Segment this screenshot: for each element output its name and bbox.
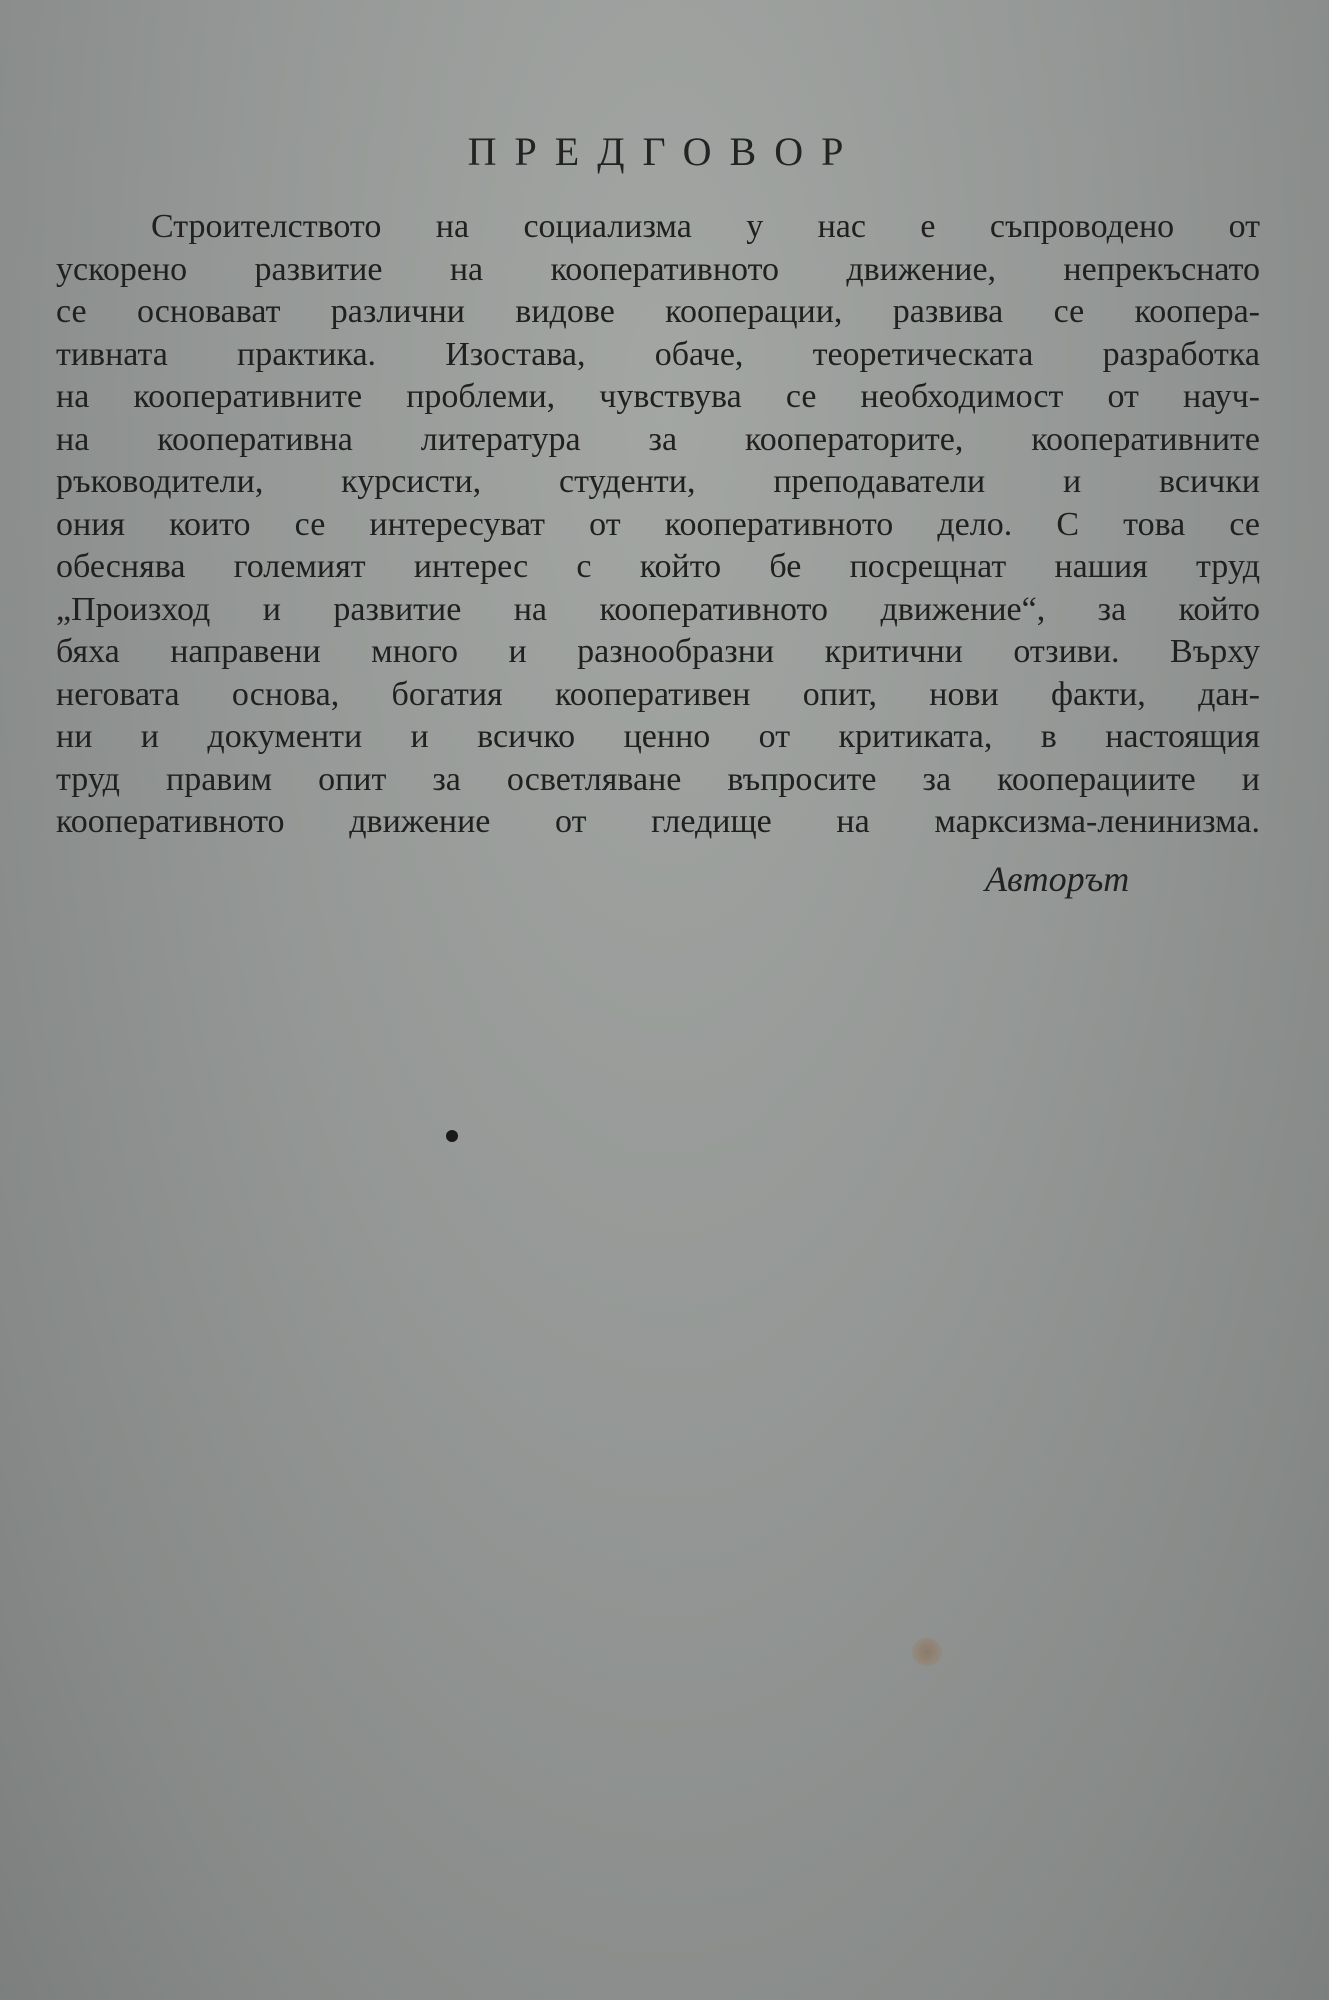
paragraph-line: ръководители, курсисти, студенти, преподаватели и всички bbox=[56, 463, 1260, 500]
paragraph-line: на кооперативна литература за кооператорите, кооперативните bbox=[56, 420, 1260, 458]
paragraph-line: се основават различни видове кооперации, развива се коопера- bbox=[56, 293, 1260, 330]
paragraph-line: бяха направени много и разнообразни критични отзиви. Върху bbox=[56, 633, 1260, 670]
paragraph-line: на кооперативните проблеми, чувствува се необходимост от науч- bbox=[56, 378, 1260, 415]
paragraph-line: неговата основа, богатия кооперативен опит, нови факти, дан- bbox=[56, 675, 1260, 713]
paragraph-line: кооперативното движение от гледище на марксизма-ленинизма. bbox=[56, 803, 1260, 840]
page-title: ПРЕДГОВОР bbox=[467, 129, 862, 174]
paragraph-line: тивната практика. Изостава, обаче, теоретическата разработка bbox=[56, 335, 1260, 373]
paragraph-line: ни и документи и всичко ценно от критиката, в настоящия bbox=[56, 718, 1260, 755]
paragraph-line: „Произход и развитие на кооперативното движение“, за който bbox=[56, 590, 1260, 628]
author-signature: Авторът bbox=[985, 859, 1130, 899]
paragraph-line: ония които се интересуват от кооперативното дело. С това се bbox=[56, 505, 1260, 543]
paragraph-line: Строителството на социализма у нас е съпроводено от bbox=[151, 208, 1260, 245]
paragraph-line: обеснява големият интерес с който бе посрещнат нашия труд bbox=[56, 548, 1260, 585]
ink-dot bbox=[446, 1130, 458, 1142]
paper-stain bbox=[912, 1638, 942, 1666]
paragraph-line: ускорено развитие на кооперативното движение, непрекъснато bbox=[56, 250, 1260, 288]
paragraph-line: труд правим опит за осветляване въпросите за кооперациите и bbox=[56, 760, 1260, 798]
preface-paragraph bbox=[56, 206, 1260, 844]
